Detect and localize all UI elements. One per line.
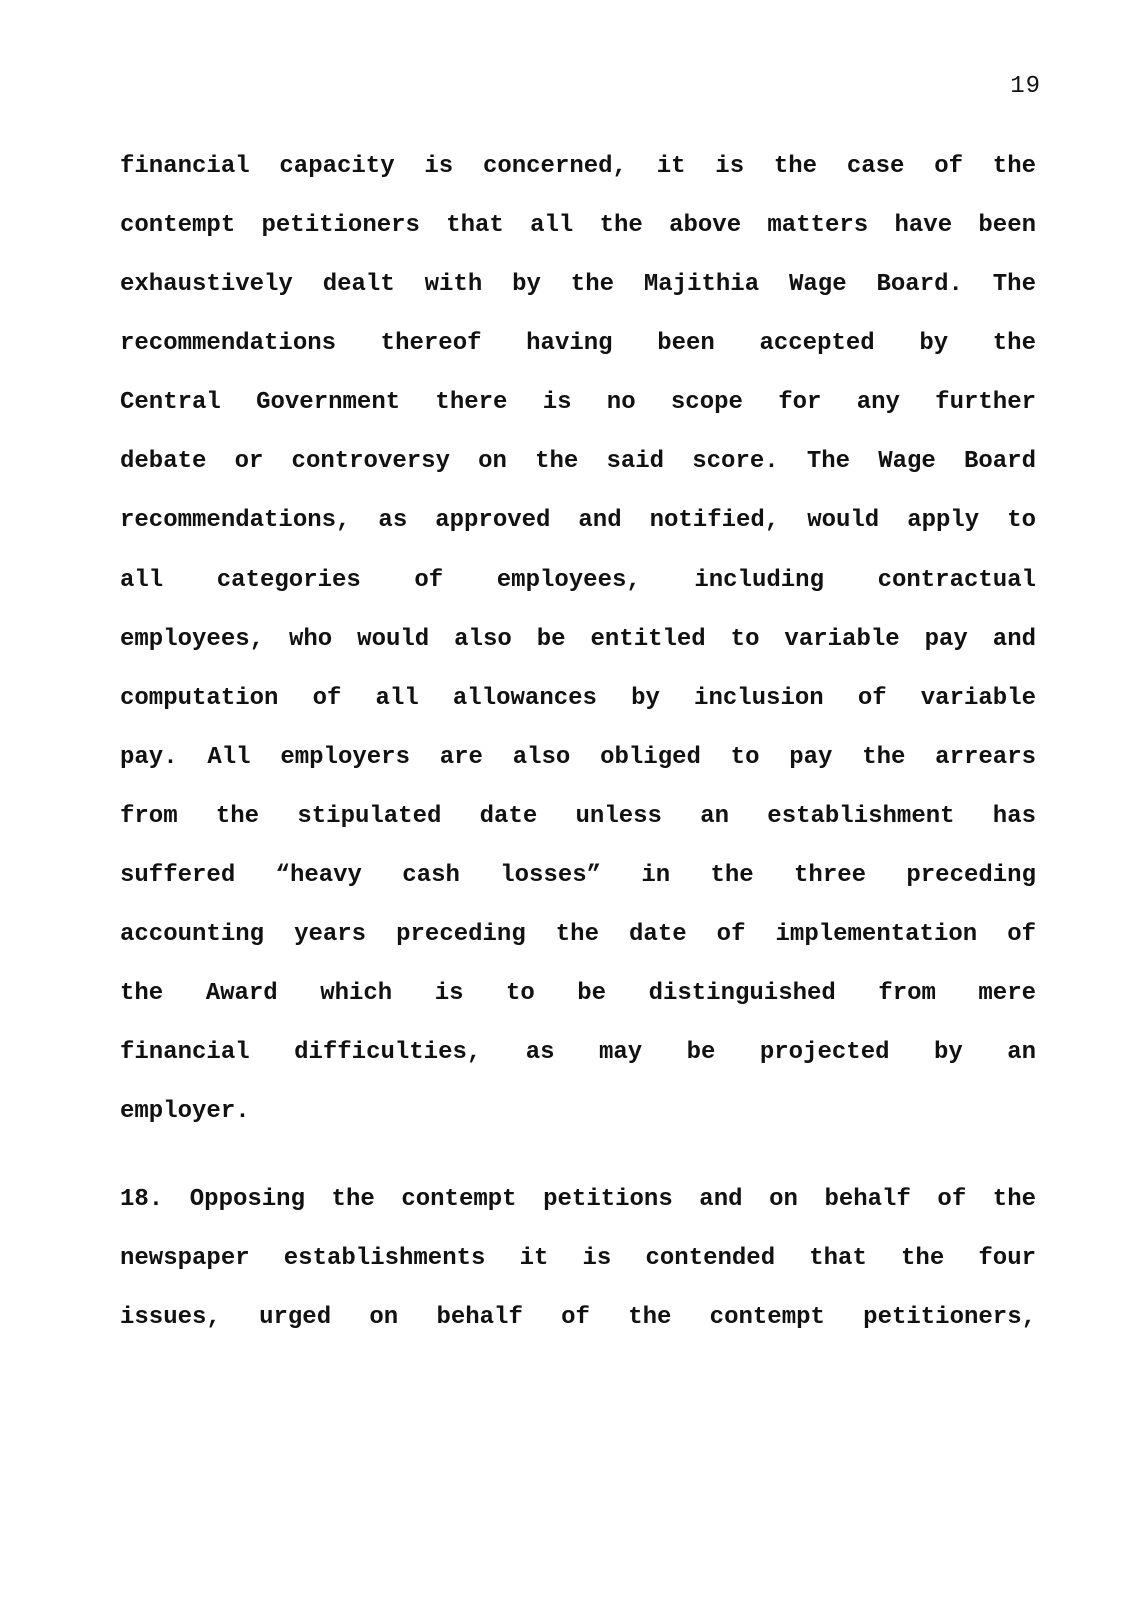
text-line: financial difficulties, as may be projected by an xyxy=(120,1039,1036,1066)
text-line: from the stipulated date unless an establishment has xyxy=(120,803,1036,830)
text-line: employer. xyxy=(120,1098,250,1125)
text-line: computation of all allowances by inclusion of variable xyxy=(120,685,1036,712)
text-line: debate or controversy on the said score. The Wage Board xyxy=(120,448,1036,475)
text-line: accounting years preceding the date of implementation of xyxy=(120,921,1036,948)
text-line: exhaustively dealt with by the Majithia Wage Board. The xyxy=(120,271,1036,298)
text-line: recommendations thereof having been accepted by the xyxy=(120,330,1036,357)
text-line: all categories of employees, including contractual xyxy=(120,567,1036,594)
text-line: contempt petitioners that all the above matters have been xyxy=(120,212,1036,239)
text-line: financial capacity is concerned, it is the case of the xyxy=(120,153,1036,180)
page-number: 19 xyxy=(1010,73,1041,100)
text-line: Central Government there is no scope for any further xyxy=(120,389,1036,416)
text-line: newspaper establishments it is contended that the four xyxy=(120,1245,1036,1272)
text-line: pay. All employers are also obliged to pay the arrears xyxy=(120,744,1036,771)
text-line: the Award which is to be distinguished from mere xyxy=(120,980,1036,1007)
text-line: issues, urged on behalf of the contempt petitioners, xyxy=(120,1304,1036,1331)
text-line: recommendations, as approved and notified, would apply to xyxy=(120,507,1036,534)
text-line: 18. Opposing the contempt petitions and on behalf of the xyxy=(120,1186,1036,1213)
text-line: employees, who would also be entitled to variable pay and xyxy=(120,626,1036,653)
text-line: suffered “heavy cash losses” in the three preceding xyxy=(120,862,1036,889)
